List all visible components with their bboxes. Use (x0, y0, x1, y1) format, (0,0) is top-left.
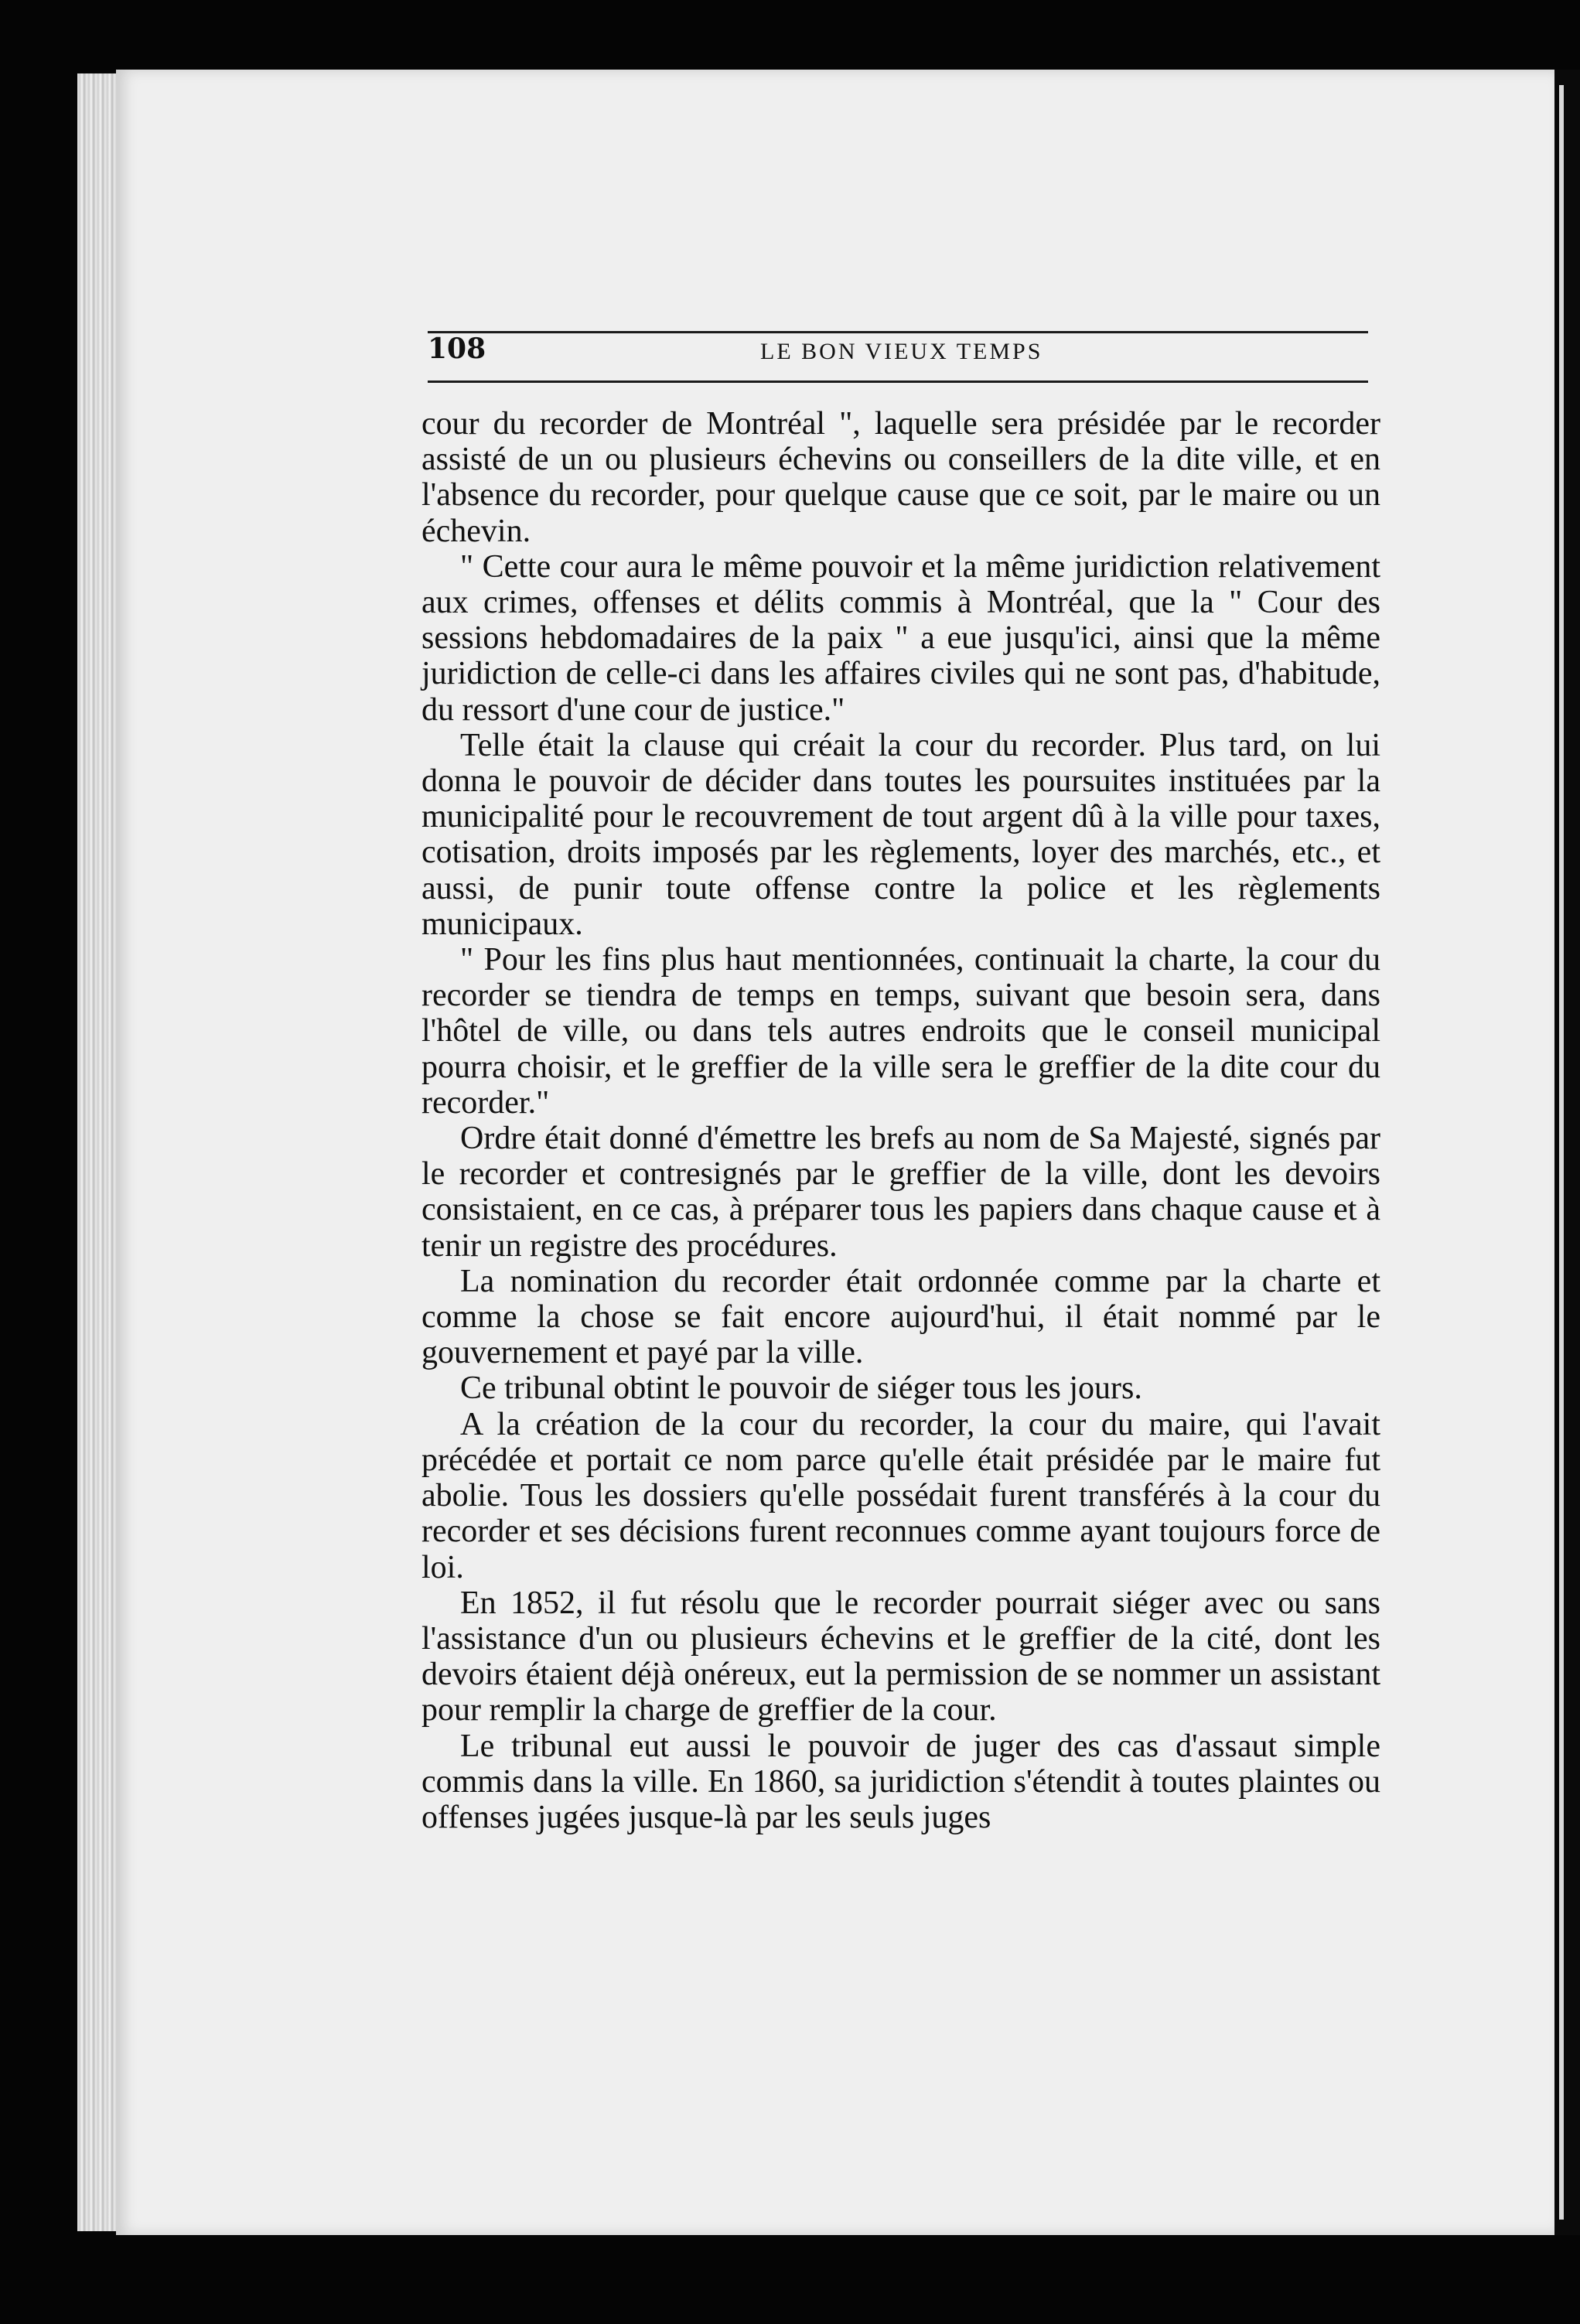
paragraph: La nomination du recorder était ordonnée comme par la charte et comme la chose se fait encore aujourd'hui, il était nommé par le gouvernement et payé par la ville. (421, 1263, 1380, 1371)
paragraph: cour du recorder de Montréal ", laquelle sera présidée par le recorder assisté de un ou plusieurs échevins ou conseillers de la dite ville, et en l'absence du recorder, pour quelque cause que ce soit, par le maire ou un échevin. (421, 406, 1380, 549)
paragraph: Ce tribunal obtint le pouvoir de siéger tous les jours. (460, 1370, 1142, 1407)
right-gutter (1554, 70, 1580, 2235)
paragraph: Ordre était donné d'émettre les brefs au nom de Sa Majesté, signés par le recorder et contresignés par le greffier de la ville, dont les devoirs consistaient, en ce cas, à préparer tous les papiers dans chaque cause et à tenir un registre des procédures. (421, 1121, 1380, 1264)
page-header (428, 325, 1368, 379)
running-head: LE BON VIEUX TEMPS (760, 339, 1043, 364)
page-number: 108 (428, 333, 486, 365)
paragraph: En 1852, il fut résolu que le recorder pourrait siéger avec ou sans l'assistance d'un ou plusieurs échevins et le greffier de la cité, dont les devoirs étaient déjà onéreux, eut la permission de se nommer un assistant pour remplir la charge de greffier de la cour. (421, 1585, 1380, 1728)
paragraph: Le tribunal eut aussi le pouvoir de juger des cas d'assaut simple commis dans la ville. En 1860, sa juridiction s'étendit à toutes plaintes ou offenses jugées jusque-là par les seuls juges (421, 1728, 1380, 1835)
header-rule-bottom (428, 381, 1368, 383)
paragraph: " Pour les fins plus haut mentionnées, continuait la charte, la cour du recorder se tiendra de temps en temps, suivant que besoin sera, dans l'hôtel de ville, ou dans tels autres endroits que le conseil municipal pourra choisir, et le greffier de la ville sera le greffier de la dite cour du recorder." (421, 942, 1380, 1121)
right-page-edge (1559, 85, 1564, 2220)
header-rule-top (428, 331, 1368, 333)
paragraph: Telle était la clause qui créait la cour du recorder. Plus tard, on lui donna le pouvoir de décider dans toutes les poursuites instituées par la municipalité pour le recouvrement de tout argent dû à la ville pour taxes, cotisation, droits imposés par les règlements, loyer des marchés, etc., et aussi, de punir toute offense contre la police et les règlements municipaux. (421, 727, 1380, 942)
paragraph: A la création de la cour du recorder, la cour du maire, qui l'avait précédée et portait ce nom parce qu'elle était présidée par le maire fut abolie. Tous les dossiers qu'elle possédait furent transférés à la cour du recorder et ses décisions furent reconnues comme ayant toujours force de loi. (421, 1406, 1380, 1585)
paragraph: " Cette cour aura le même pouvoir et la même juridiction relativement aux crimes, offenses et délits commis à Montréal, que la " Cour des sessions hebdomadaires de la paix " a eue jusqu'ici, ainsi que la même juridiction de celle-ci dans les affaires civiles qui ne sont pas, d'habitude, du ressort d'une cour de justice." (421, 548, 1380, 728)
body-text (421, 406, 1380, 1835)
